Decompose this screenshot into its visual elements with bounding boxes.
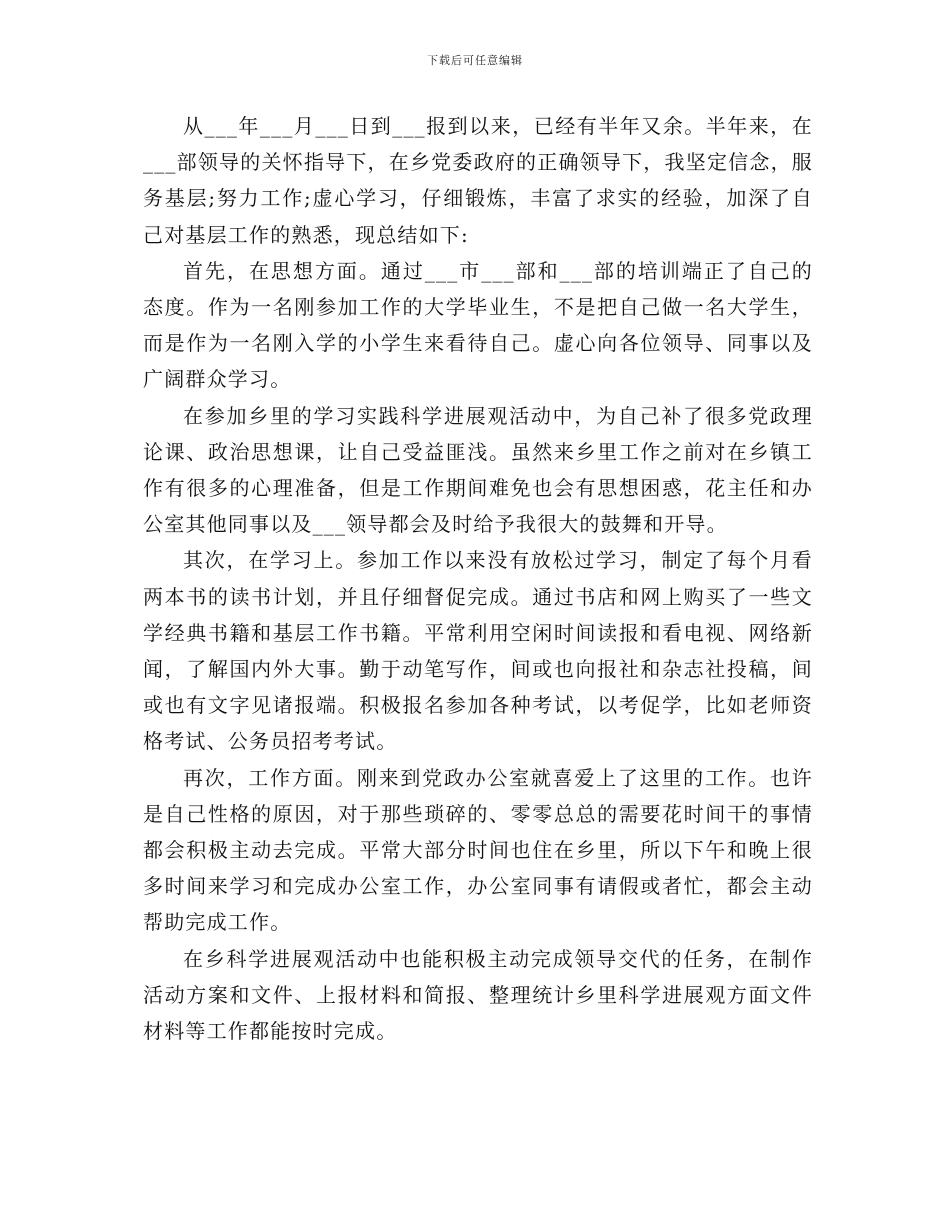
paragraph-work: 再次，工作方面。刚来到党政办公室就喜爱上了这里的工作。也许是自己性格的原因，对于那些琐碎的、零零总总的需要花时间干的事情都会积极主动去完成。平常大部分时间也住在乡里，所以下午和晚上很多时间来学习和完成办公室工作，办公室同事有请假或者忙，都会主动帮助完成工作。	[143, 765, 813, 935]
paragraph-tasks: 在乡科学进展观活动中也能积极主动完成领导交代的任务，在制作活动方案和文件、上报材料和简报、整理统计乡里科学进展观方面文件材料等工作都能按时完成。	[143, 946, 813, 1044]
paragraph-study: 其次，在学习上。参加工作以来没有放松过学习，制定了每个月看两本书的读书计划，并且仔细督促完成。通过书店和网上购买了一些文学经典书籍和基层工作书籍。平常利用空闲时间读报和看电视、网络新闻，了解国内外大事。勤于动笔写作，间或也向报社和杂志社投稿，间或也有文字见诸报端。积极报名参加各种考试，以考促学，比如老师资格考试、公务员招考考试。	[143, 548, 813, 754]
paragraph-intro: 从___年___月___日到___报到以来，已经有半年又余。半年来，在___部领导的关怀指导下，在乡党委政府的正确领导下，我坚定信念，服务基层;努力工作;虚心学习，仔细锻炼，丰富了求实的经验，加深了自己对基层工作的熟悉，现总结如下:	[143, 114, 813, 247]
paragraph-thought: 首先，在思想方面。通过___市___部和___部的培训端正了自己的态度。作为一名刚参加工作的大学毕业生，不是把自己做一名大学生，而是作为一名刚入学的小学生来看待自己。虚心向各位领导、同事以及广阔群众学习。	[143, 258, 813, 392]
paragraph-practice-activity: 在参加乡里的学习实践科学进展观活动中，为自己补了很多党政理论课、政治思想课，让自己受益匪浅。虽然来乡里工作之前对在乡镇工作有很多的心理准备，但是工作期间难免也会有思想困惑，花主任和办公室其他同事以及___领导都会及时给予我很大的鼓舞和开导。	[143, 403, 813, 537]
page-header: 下载后可任意编辑	[427, 54, 523, 67]
document-body	[143, 108, 813, 1049]
